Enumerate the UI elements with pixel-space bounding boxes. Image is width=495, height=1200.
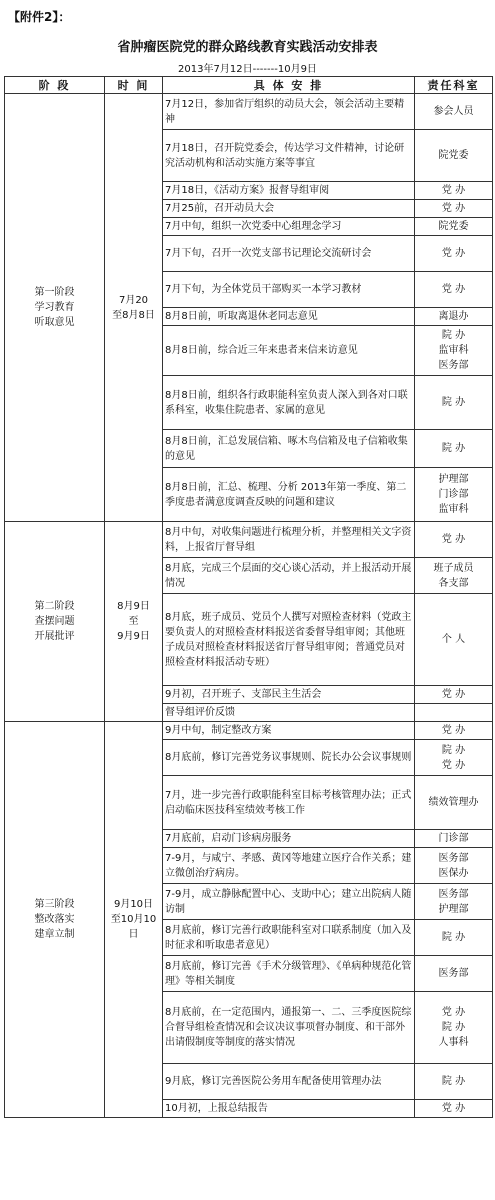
task-cell: 8月底前，修订完善党务议事规则、院长办公会议事规则	[163, 740, 415, 776]
task-cell: 8月底前，修订完善行政职能科室对口联系制度（加入及时征求和听取患者意见）	[163, 920, 415, 956]
responsible-cell: 院 办	[415, 430, 493, 468]
task-cell: 9月中旬，制定整改方案	[163, 722, 415, 740]
task-cell: 8月底，班子成员、党员个人撰写对照检查材料（党政主要负责人的对照检查材料报送省委督导组审阅；其他班子成员对照检查材料报送省厅督导组审阅；普通党员对照检查材料报活动专班）	[163, 594, 415, 686]
task-cell: 7月18日，《活动方案》报督导组审阅	[163, 182, 415, 200]
responsible-cell: 离退办	[415, 308, 493, 326]
task-cell: 7月中旬，组织一次党委中心组理念学习	[163, 218, 415, 236]
document-title: 省肿瘤医院党的群众路线教育实践活动安排表	[117, 40, 378, 55]
stage-time: 7月20 至8月8日	[105, 94, 163, 522]
table-row	[5, 94, 493, 130]
header-responsible: 责任科室	[415, 77, 493, 94]
task-cell: 7月25前，召开动员大会	[163, 200, 415, 218]
responsible-cell: 绩效管理办	[415, 776, 493, 830]
responsible-cell: 院 办	[415, 376, 493, 430]
responsible-cell	[415, 704, 493, 722]
responsible-cell: 院 办	[415, 1064, 493, 1100]
task-cell: 7月，进一步完善行政职能科室目标考核管理办法；正式启动临床医技科室绩效考核工作	[163, 776, 415, 830]
responsible-cell: 党 办	[415, 272, 493, 308]
responsible-cell: 医务部	[415, 956, 493, 992]
responsible-cell: 党 办	[415, 722, 493, 740]
responsible-cell: 医务部 医保办	[415, 848, 493, 884]
responsible-cell: 党 办 院 办 人事科	[415, 992, 493, 1064]
responsible-cell: 院 办 党 办	[415, 740, 493, 776]
task-cell: 8月8日前，组织各行政职能科室负责人深入到各对口联系科室，收集住院患者、家属的意见	[163, 376, 415, 430]
task-cell: 7月18日，召开院党委会，传达学习文件精神，讨论研究活动机构和活动实施方案等事宜	[163, 130, 415, 182]
schedule-table	[4, 76, 493, 1118]
stage-time: 8月9日 至 9月9日	[105, 522, 163, 722]
responsible-cell: 护理部 门诊部 监审科	[415, 468, 493, 522]
task-cell: 10月初，上报总结报告	[163, 1100, 415, 1118]
responsible-cell: 党 办	[415, 236, 493, 272]
stage-time: 9月10日 至10月10日	[105, 722, 163, 1118]
responsible-cell: 党 办	[415, 522, 493, 558]
task-cell: 8月底前，修订完善《手术分级管理》、《单病种规范化管理》等相关制度	[163, 956, 415, 992]
header-time: 时 间	[105, 77, 163, 94]
task-cell: 7-9月，成立静脉配置中心、支助中心；建立出院病人随访制	[163, 884, 415, 920]
task-cell: 9月初，召开班子、支部民主生活会	[163, 686, 415, 704]
responsible-cell: 院党委	[415, 130, 493, 182]
task-cell: 8月底前，在一定范围内，通报第一、二、三季度医院综合督导组检查情况和会议决议事项督办制度、和干部外出请假制度等制度的落实情况	[163, 992, 415, 1064]
task-cell: 8月8日前，汇总、梳理、分析 2013年第一季度、第二季度患者满意度调查反映的问题和建议	[163, 468, 415, 522]
stage-name: 第二阶段 查摆问题 开展批评	[5, 522, 105, 722]
responsible-cell: 班子成员 各支部	[415, 558, 493, 594]
attachment-label: 【附件2】：	[8, 10, 71, 24]
responsible-cell: 参会人员	[415, 94, 493, 130]
responsible-cell: 院 办 监审科 医务部	[415, 326, 493, 376]
stage-name: 第一阶段 学习教育 听取意见	[5, 94, 105, 522]
task-cell: 9月底，修订完善医院公务用车配备使用管理办法	[163, 1064, 415, 1100]
table-row	[5, 722, 493, 740]
task-cell: 7月下旬，召开一次党支部书记理论交流研讨会	[163, 236, 415, 272]
task-cell: 7-9月，与咸宁、孝感、黄冈等地建立医疗合作关系；建立微创治疗病房。	[163, 848, 415, 884]
header-stage: 阶 段	[5, 77, 105, 94]
task-cell: 7月下旬，为全体党员干部购买一本学习教材	[163, 272, 415, 308]
task-cell: 8月8日前，汇总发展信箱、啄木鸟信箱及电子信箱收集的意见	[163, 430, 415, 468]
task-cell: 7月12日，参加省厅组织的动员大会，领会活动主要精神	[163, 94, 415, 130]
task-cell: 8月中旬，对收集问题进行梳理分析，并整理相关文字资料，上报省厅督导组	[163, 522, 415, 558]
task-cell: 8月8日前，听取离退休老同志意见	[163, 308, 415, 326]
schedule-body	[5, 94, 493, 1118]
table-row	[5, 522, 493, 558]
responsible-cell: 党 办	[415, 182, 493, 200]
responsible-cell: 门诊部	[415, 830, 493, 848]
task-cell: 8月底，完成三个层面的交心谈心活动，并上报活动开展情况	[163, 558, 415, 594]
responsible-cell: 党 办	[415, 686, 493, 704]
task-cell: 7月底前，启动门诊病房服务	[163, 830, 415, 848]
task-cell: 督导组评价反馈	[163, 704, 415, 722]
task-cell: 8月8日前，综合近三年来患者来信来访意见	[163, 326, 415, 376]
responsible-cell: 院 办	[415, 920, 493, 956]
responsible-cell: 个 人	[415, 594, 493, 686]
date-range: 2013年7月12日-------10月9日	[178, 64, 317, 75]
header-task: 具 体 安 排	[163, 77, 415, 94]
responsible-cell: 院党委	[415, 218, 493, 236]
stage-name: 第三阶段 整改落实 建章立制	[5, 722, 105, 1118]
responsible-cell: 党 办	[415, 1100, 493, 1118]
responsible-cell: 党 办	[415, 200, 493, 218]
responsible-cell: 医务部 护理部	[415, 884, 493, 920]
table-header-row	[5, 77, 493, 94]
